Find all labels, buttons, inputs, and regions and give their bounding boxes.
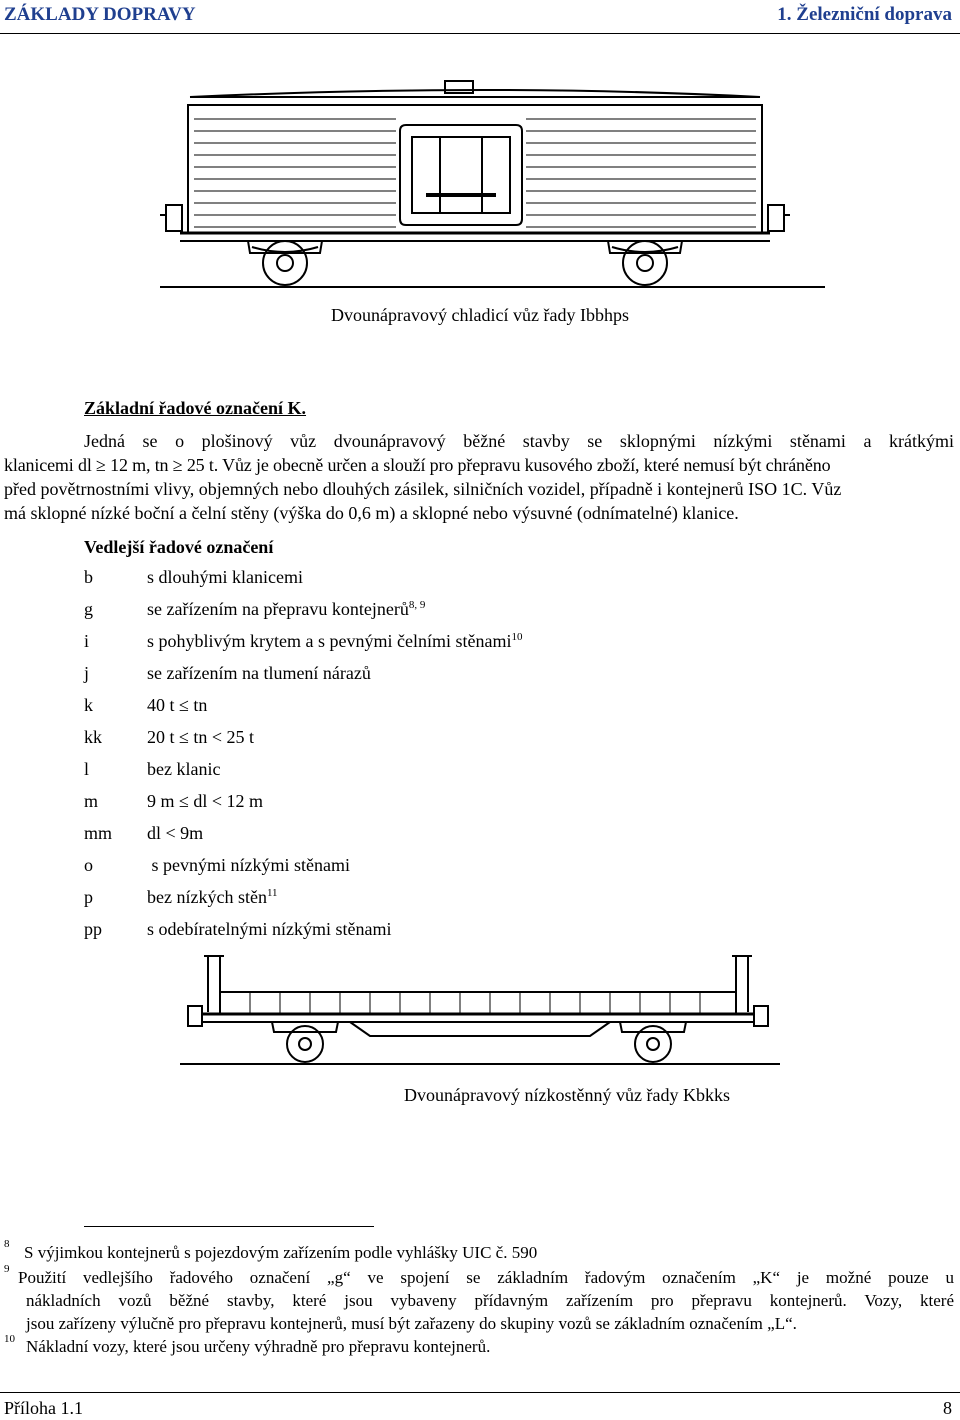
- code-o: o: [84, 855, 93, 875]
- footnote-8-text: S výjimkou kontejnerů s pojezdovým zařízením podle vyhlášky UIC č. 590: [24, 1243, 538, 1262]
- code-b-desc: s dlouhými klanicemi: [147, 567, 303, 587]
- page-number: 8: [943, 1398, 952, 1418]
- code-k-desc: 40 t ≤ tn: [147, 695, 208, 715]
- code-g-desc-wrap: [147, 599, 425, 620]
- sub-heading: Vedlejší řadové označení: [84, 537, 274, 557]
- paragraph-line-1: Jedná se o plošinový vůz dvounápravový běžné stavby se sklopnými nízkými stěnami a krátkými: [84, 431, 954, 451]
- footnote-10-text: Nákladní vozy, které jsou určeny výhradně pro přepravu kontejnerů.: [26, 1337, 491, 1356]
- code-o-desc: s pevnými nízkými stěnami: [147, 855, 350, 875]
- footnote-9-line-1: Použití vedlejšího řadového označení „g“ ve spojení se základním řadovým označením „K“ je možné pouze u: [18, 1268, 954, 1287]
- code-p-desc: bez nízkých stěn: [147, 887, 267, 907]
- code-i: i: [84, 631, 90, 651]
- footnote-ref-10: 10: [511, 631, 523, 643]
- code-i-desc: s pohyblivým krytem a s pevnými čelními stěnami: [147, 631, 512, 651]
- section-heading: Základní řadové označení K.: [84, 398, 307, 418]
- code-mm-desc: dl < 9m: [147, 823, 204, 843]
- code-i-desc-wrap: [147, 631, 522, 652]
- paragraph-line-3: před povětrnostními vlivy, objemných nebo dlouhých zásilek, silničních vozidel, případně i kontejnerů ISO 1C. Vůz: [4, 479, 842, 499]
- code-l-desc: bez klanic: [147, 759, 221, 779]
- footnote-separator: [84, 1226, 374, 1227]
- code-g: g: [84, 599, 93, 619]
- header-rule: [0, 33, 960, 34]
- figure1-caption: Dvounápravový chladicí vůz řady Ibbhps: [331, 305, 629, 325]
- footer-rule: [0, 1392, 960, 1393]
- code-m-desc: 9 m ≤ dl < 12 m: [147, 791, 264, 811]
- header-chapter: 1. Železniční doprava: [777, 4, 952, 25]
- code-j-desc: se zařízením na tlumení nárazů: [147, 663, 371, 683]
- code-pp: pp: [84, 919, 102, 939]
- refrigerated-wagon-drawing: [160, 75, 825, 293]
- footnote-10-number: 10: [4, 1333, 15, 1345]
- paragraph-line-2: klanicemi dl ≥ 12 m, tn ≥ 25 t. Vůz je obecně určen a slouží pro přepravu kusového zboží, které nemusí být chráněno: [4, 455, 831, 475]
- footer-appendix: Příloha 1.1: [4, 1398, 83, 1418]
- footnote-8-number: 8: [4, 1238, 10, 1250]
- code-j: j: [84, 663, 90, 683]
- code-p-desc-wrap: [147, 887, 278, 908]
- code-p: p: [84, 887, 93, 907]
- footnote-ref-8-9: 8, 9: [408, 599, 426, 611]
- figure2-caption: Dvounápravový nízkostěnný vůz řady Kbkks: [404, 1085, 730, 1105]
- code-b: b: [84, 567, 93, 587]
- code-l: l: [84, 759, 90, 779]
- code-k: k: [84, 695, 93, 715]
- footnote-9-line-3: jsou zařízeny výlučně pro přepravu kontejnerů, musí být zařazeny do skupiny vozů se základním označením „L“.: [26, 1314, 797, 1333]
- code-kk-desc: 20 t ≤ tn < 25 t: [147, 727, 255, 747]
- footnote-9-line-2: nákladních vozů běžné stavby, které jsou vybaveny přídavným zařízením pro přepravu kontejnerů. Vozy, které: [26, 1291, 954, 1310]
- code-mm: mm: [84, 823, 113, 843]
- flat-wagon-drawing: [180, 952, 780, 1070]
- footnote-ref-11: 11: [266, 887, 278, 899]
- code-pp-desc: s odebíratelnými nízkými stěnami: [147, 919, 392, 939]
- code-g-desc: se zařízením na přepravu kontejnerů: [147, 599, 409, 619]
- code-m: m: [84, 791, 99, 811]
- footnote-9-number: 9: [4, 1263, 10, 1275]
- paragraph-line-4: má sklopné nízké boční a čelní stěny (výška do 0,6 m) a sklopné nebo výsuvné (odnímatelné) klanice.: [4, 503, 739, 523]
- header-title: ZÁKLADY DOPRAVY: [4, 4, 196, 25]
- code-kk: kk: [84, 727, 102, 747]
